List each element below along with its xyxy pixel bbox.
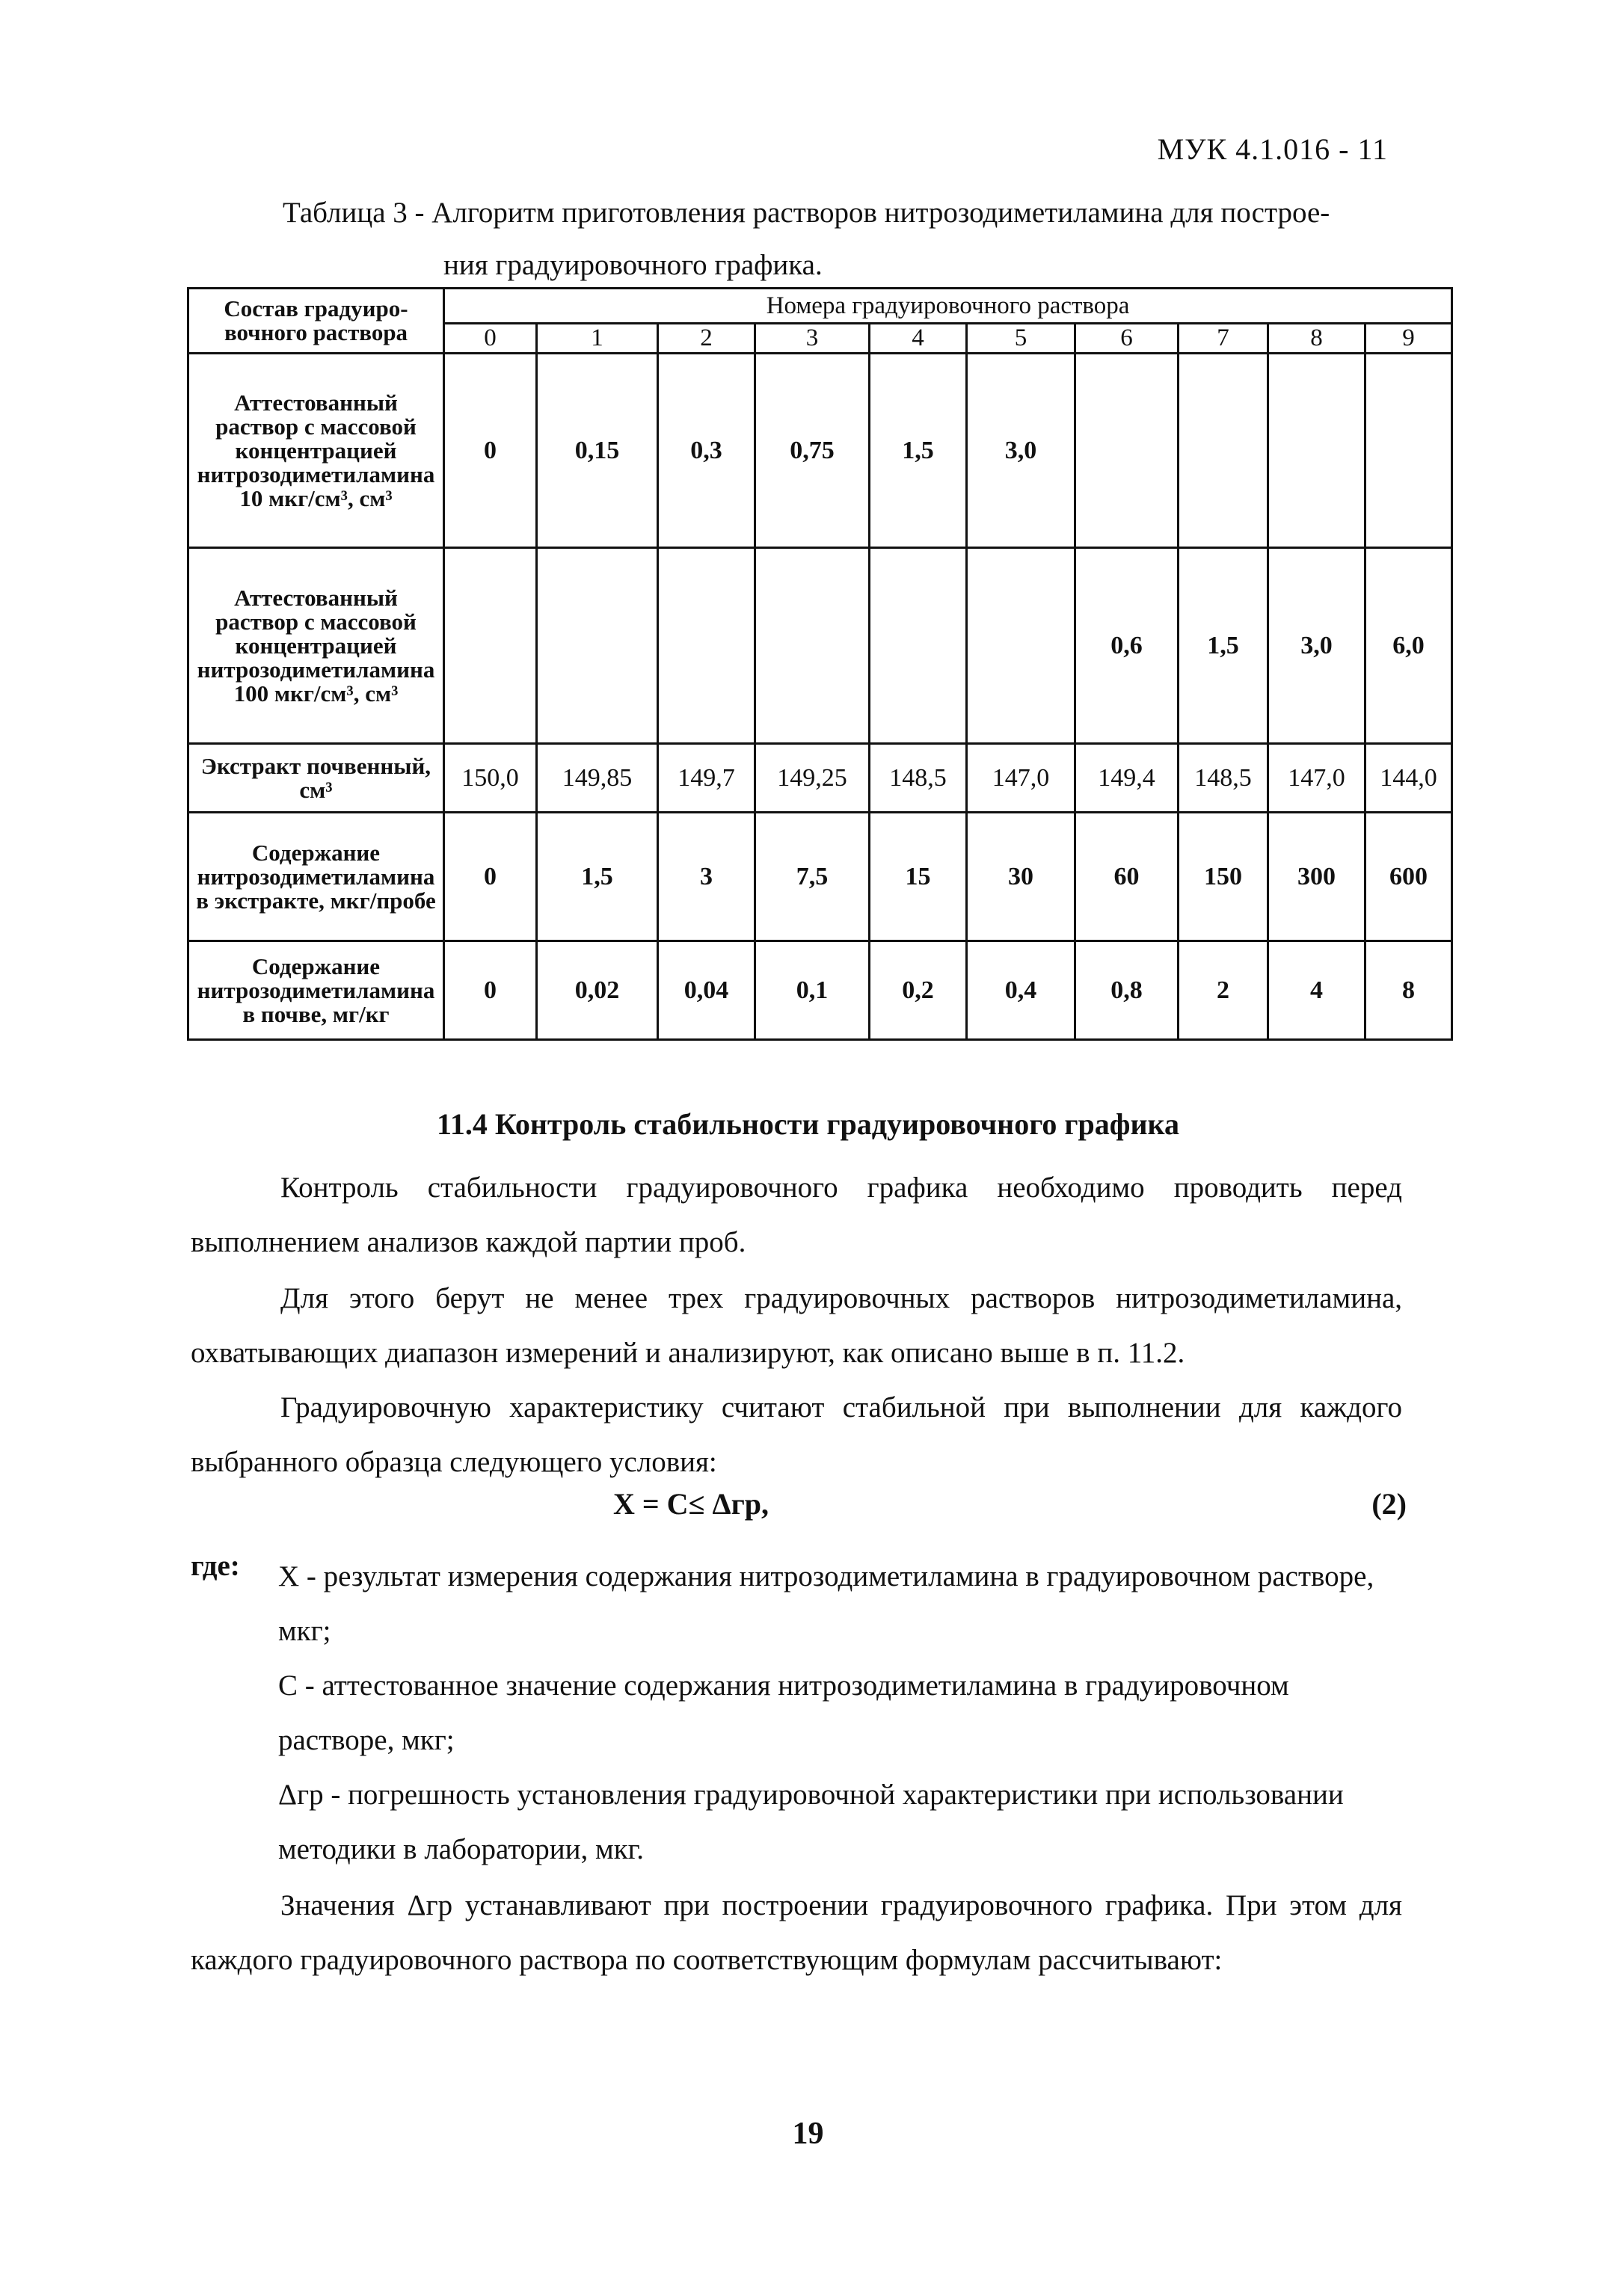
definition-c: С - аттестованное значение содержания нитрозодиметиламина в градуировочном растворе, мкг; (278, 1669, 1289, 1756)
table-cell: 0 (444, 354, 537, 548)
table-cell: 0,75 (755, 354, 870, 548)
table-row (188, 941, 1452, 1040)
table-cell: 7,5 (755, 813, 870, 941)
solution-number-cell: 5 (967, 324, 1075, 354)
paragraph-3 (191, 1380, 1402, 1489)
table-cell: 1,5 (1179, 548, 1268, 744)
paragraph-4 (191, 1878, 1402, 1987)
table-cell: 15 (870, 813, 967, 941)
paragraph-1 (191, 1160, 1402, 1269)
page-number: 19 (792, 2117, 824, 2151)
table-corner-header: Состав градуиро-вочного раствора (188, 289, 444, 354)
table-cell (658, 548, 755, 744)
table-cell: 149,25 (755, 744, 870, 813)
table-cell: 1,5 (870, 354, 967, 548)
solution-number-cell: 2 (658, 324, 755, 354)
row-label: Аттестованный раствор с массовой концентрацией нитрозодиметиламина 100 мкг/см³, см³ (188, 548, 444, 744)
paragraph-2 (191, 1271, 1402, 1380)
solution-number-cell: 4 (870, 324, 967, 354)
table-cell (444, 548, 537, 744)
table-cell: 149,7 (658, 744, 755, 813)
solution-number-cell: 1 (537, 324, 658, 354)
table-cell: 3 (658, 813, 755, 941)
table-cell: 149,85 (537, 744, 658, 813)
table-cell: 150 (1179, 813, 1268, 941)
caption-line-1: Таблица 3 - Алгоритм приготовления растворов нитрозодиметиламина для построе- (283, 197, 1330, 229)
table-cell (1365, 354, 1452, 548)
table-row (188, 548, 1452, 744)
row-label: Содержание нитрозодиметиламина в почве, мг/кг (188, 941, 444, 1040)
table-cell: 300 (1268, 813, 1365, 941)
table-caption (283, 187, 1419, 292)
solution-number-cell: 6 (1075, 324, 1179, 354)
solution-number-cell: 3 (755, 324, 870, 354)
formula: X = C≤ Δгр, (613, 1487, 769, 1521)
table-cell: 149,4 (1075, 744, 1179, 813)
table-cell: 147,0 (1268, 744, 1365, 813)
definition-delta: Δгр - погрешность установления градуировочной характеристики при использовании методики в лаборатории, мкг. (278, 1779, 1344, 1865)
table-cell: 3,0 (1268, 548, 1365, 744)
paragraph-2-text: Для этого берут не менее трех градуировочных растворов нитрозодиметиламина, охватывающих диапазон измерений и анализируют, как описано выше в п. 11.2. (191, 1282, 1402, 1369)
solution-number-cell: 8 (1268, 324, 1365, 354)
table-cell: 0,8 (1075, 941, 1179, 1040)
calibration-table (187, 287, 1453, 1041)
table-cell: 600 (1365, 813, 1452, 941)
table-cell (967, 548, 1075, 744)
table-cell: 0,15 (537, 354, 658, 548)
table-cell: 0 (444, 941, 537, 1040)
table-cell: 30 (967, 813, 1075, 941)
table-cell: 0,02 (537, 941, 658, 1040)
definition-x: X - результат измерения содержания нитрозодиметиламина в градуировочном растворе, мкг; (278, 1560, 1374, 1647)
table-row (188, 813, 1452, 941)
table-cell: 148,5 (870, 744, 967, 813)
table-cell (1075, 354, 1179, 548)
table-cell: 6,0 (1365, 548, 1452, 744)
row-label: Содержание нитрозодиметиламина в экстракте, мкг/пробе (188, 813, 444, 941)
table-cell: 0,4 (967, 941, 1075, 1040)
formula-number: (2) (1371, 1487, 1407, 1521)
table-cell: 3,0 (967, 354, 1075, 548)
table-cell: 0 (444, 813, 537, 941)
table-cell: 0,3 (658, 354, 755, 548)
row-label: Аттестованный раствор с массовой концентрацией нитрозодиметиламина 10 мкг/см³, см³ (188, 354, 444, 548)
table-cell: 1,5 (537, 813, 658, 941)
table-cell: 0,2 (870, 941, 967, 1040)
table-cell: 0,04 (658, 941, 755, 1040)
table-cell: 148,5 (1179, 744, 1268, 813)
table-cell (870, 548, 967, 744)
paragraph-4-text: Значения Δгр устанавливают при построении градуировочного графика. При этом для каждого градуировочного раствора по соответствующим формулам рассчитывают: (191, 1889, 1402, 1976)
table-cell: 0,6 (1075, 548, 1179, 744)
paragraph-3-text: Градуировочную характеристику считают стабильной при выполнении для каждого выбранного образца следующего условия: (191, 1391, 1402, 1478)
table-cell (1268, 354, 1365, 548)
table-cell: 144,0 (1365, 744, 1452, 813)
table-group-header: Номера градуировочного раствора (444, 289, 1452, 324)
table-cell: 0,1 (755, 941, 870, 1040)
solution-number-cell: 9 (1365, 324, 1452, 354)
row-label: Экстракт почвенный, см³ (188, 744, 444, 813)
where-label: где: (191, 1550, 240, 1582)
table-cell: 4 (1268, 941, 1365, 1040)
table-cell (537, 548, 658, 744)
table-body (188, 354, 1452, 1040)
document-code: МУК 4.1.016 - 11 (1157, 132, 1388, 166)
table-cell: 2 (1179, 941, 1268, 1040)
solution-number-cell: 0 (444, 324, 537, 354)
paragraph-1-text: Контроль стабильности градуировочного графика необходимо проводить перед выполнением анализов каждой партии проб. (191, 1172, 1402, 1258)
table-cell (1179, 354, 1268, 548)
table-cell: 60 (1075, 813, 1179, 941)
table-cell: 147,0 (967, 744, 1075, 813)
table-cell (755, 548, 870, 744)
caption-line-2: ния градуировочного графика. (443, 249, 823, 281)
solution-number-cell: 7 (1179, 324, 1268, 354)
table-row (188, 354, 1452, 548)
table-cell: 8 (1365, 941, 1452, 1040)
section-title: 11.4 Контроль стабильности градуировочного графика (437, 1107, 1179, 1141)
table-row (188, 744, 1452, 813)
table-cell: 150,0 (444, 744, 537, 813)
